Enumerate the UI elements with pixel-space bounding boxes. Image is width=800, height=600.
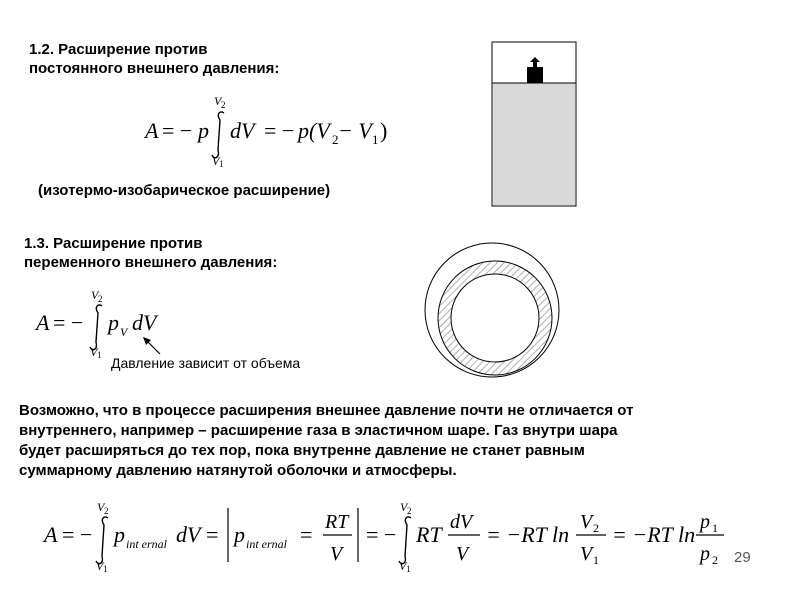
- formula-3-rt-num: RT: [325, 511, 349, 533]
- formula-3-int2-upper: V: [400, 500, 408, 514]
- section-1-3-heading: [24, 234, 277, 272]
- weight-arrow-stem: [533, 61, 537, 67]
- formula-2-lower: V: [90, 345, 98, 359]
- balloon-diagram: [420, 240, 570, 385]
- formula-1-eq: = −: [162, 118, 193, 143]
- formula-1-rhs: p(V: [298, 118, 330, 143]
- piston-cylinder-diagram: [490, 40, 580, 210]
- section-1-3-heading-line1: 1.3. Расширение против: [24, 235, 203, 252]
- annotation-arrow-icon: [140, 336, 170, 356]
- explanation-paragraph: [19, 401, 789, 481]
- formula-3-v-den: V: [330, 543, 343, 565]
- formula-1-upper: V: [214, 94, 222, 108]
- integral-sign: [212, 112, 224, 158]
- formula-3-v2-num: V: [580, 511, 593, 533]
- section-1-3-heading-line2: переменного внешнего давления:: [24, 254, 278, 271]
- formula-3-eq6: = −RT ln: [612, 522, 696, 547]
- formula-1-upper-sub: 2: [221, 100, 226, 110]
- formula-1-lower: V: [212, 154, 220, 168]
- formula-3-rt2: RT: [416, 522, 442, 547]
- formula-3-p2-den: p: [700, 543, 710, 565]
- formula-2-integrand: dV: [132, 310, 157, 335]
- gas-region: [493, 83, 575, 205]
- formula-3-lhs: A: [44, 522, 58, 547]
- formula-1-rhs-mid: − V: [338, 118, 372, 143]
- formula-3-eq3: =: [300, 522, 313, 547]
- formula-3-dV: dV: [176, 522, 201, 547]
- formula-3-int1-upper-sub: 2: [104, 506, 109, 516]
- formula-3-int1-lower-sub: 1: [103, 564, 108, 574]
- paragraph-line4: суммарному давлению натянутой оболочки и атмосферы.: [19, 462, 457, 479]
- integral-sign: [90, 305, 102, 350]
- formula-2-lower-sub: 1: [97, 350, 102, 360]
- formula-3-p-int-sub: int ernal: [126, 537, 167, 551]
- formula-3-p-int2: p: [234, 522, 245, 547]
- formula-3-int1-upper: V: [97, 500, 105, 514]
- formula-3-int1-lower: V: [96, 559, 104, 573]
- formula-3-p-int: p: [114, 522, 125, 547]
- formula-2-upper-sub: 2: [98, 294, 103, 304]
- formula-1-rhs-eq: = −: [264, 118, 295, 143]
- formula-2-p-sub: V: [120, 325, 128, 339]
- formula-3-p2-den-sub: 2: [712, 553, 718, 567]
- formula-3-p-int2-sub: int ernal: [246, 537, 287, 551]
- formula-3-dv2-num: dV: [450, 511, 473, 533]
- integral-sign: [399, 517, 411, 564]
- formula-3-eq4: = −: [366, 522, 397, 547]
- paragraph-line2: внутреннего, например – расширение газа в эластичном шаре. Газ внутри шара: [19, 422, 618, 439]
- formula-1-rhs-sub1: 1: [372, 132, 379, 147]
- paragraph-line1: Возможно, что в процессе расширения внешнее давление почти не отличается от: [19, 402, 634, 419]
- formula-3-eq2: =: [206, 522, 219, 547]
- formula-1-lhs: A: [145, 118, 159, 143]
- formula-1-p: p: [198, 118, 209, 143]
- formula-3-int2-lower: V: [399, 559, 407, 573]
- formula-2-lhs: A: [36, 310, 50, 335]
- formula-3-int2-lower-sub: 1: [406, 564, 411, 574]
- formula-3-p1-num-sub: 1: [712, 521, 718, 535]
- pressure-annotation: Давление зависит от объема: [111, 355, 301, 371]
- formula-3-v2-num-sub: 2: [593, 521, 599, 535]
- weight-block: [527, 67, 543, 83]
- integral-sign: [96, 517, 108, 564]
- formula-3-v1-den-sub: 1: [593, 553, 599, 567]
- formula-1-lower-sub: 1: [219, 159, 224, 168]
- formula-3-eq1: = −: [62, 522, 93, 547]
- formula-3-p1-num: p: [700, 511, 710, 533]
- paragraph-line3: будет расширяться до тех пор, пока внутренне давление не станет равным: [19, 442, 585, 459]
- formula-2-upper: V: [91, 288, 99, 302]
- section-1-2-heading: [29, 40, 279, 78]
- formula-1-rhs-close: ): [380, 118, 388, 143]
- page-number: 29: [734, 549, 751, 566]
- formula-3-int2-upper-sub: 2: [407, 506, 412, 516]
- section-1-2-caption: (изотермо-изобарическое расширение): [38, 182, 331, 199]
- formula-3-eq5: = −RT ln: [486, 522, 570, 547]
- formula-1-rhs-sub2: 2: [332, 132, 339, 147]
- formula-2-eq: = −: [53, 310, 84, 335]
- balloon-interior: [451, 274, 539, 362]
- formula-3: [40, 498, 740, 576]
- formula-1-integrand: dV: [230, 118, 255, 143]
- formula-2-p: p: [108, 310, 119, 335]
- formula-1: [140, 88, 400, 168]
- formula-3-v2-den: V: [456, 543, 469, 565]
- formula-3-v1-den: V: [580, 543, 593, 565]
- section-1-2-heading-line1: 1.2. Расширение против: [29, 41, 208, 58]
- section-1-2-heading-line2: постоянного внешнего давления:: [29, 60, 280, 77]
